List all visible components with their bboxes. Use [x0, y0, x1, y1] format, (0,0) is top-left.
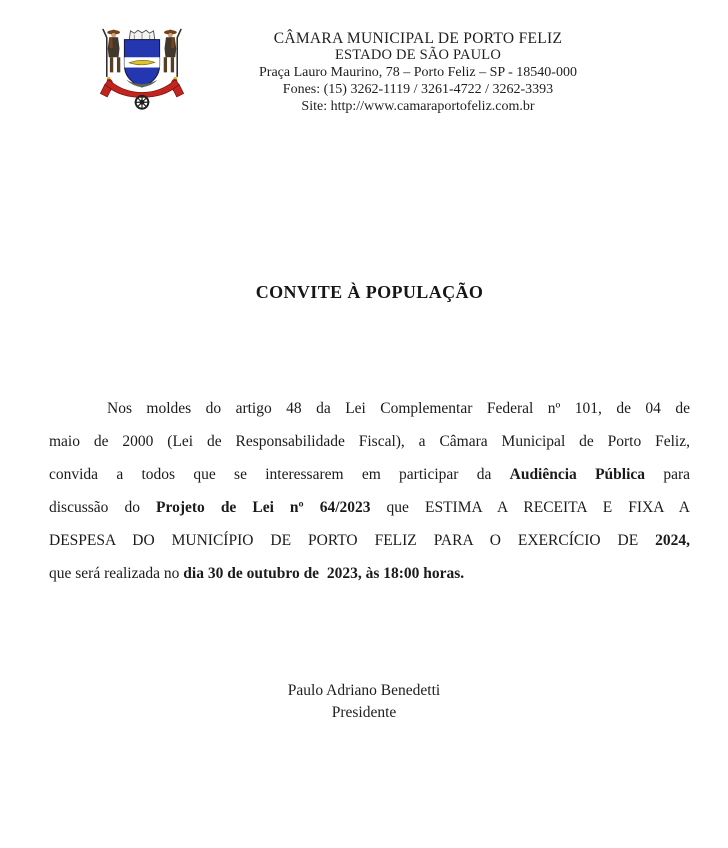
body-line [49, 557, 690, 590]
org-phones: Fones: (15) 3262-1119 / 3261-4722 / 3262-3393 [282, 82, 554, 97]
letterhead [110, 30, 726, 115]
page-title: CONVITE À POPULAÇÃO [255, 282, 484, 302]
body-text: DESPESA DO MUNICÍPIO DE PORTO FELIZ PARA O EXERCÍCIO DE [49, 532, 656, 549]
org-address: Praça Lauro Maurino, 78 – Porto Feliz – SP - 18540-000 [259, 65, 577, 80]
body-line [49, 524, 690, 557]
body-text: para [645, 466, 690, 483]
body-text-bold: 2024, [655, 532, 690, 549]
body-text-bold: Projeto de Lei nº 64/2023 [156, 499, 371, 516]
body-line [49, 425, 690, 458]
body-paragraph [49, 392, 690, 590]
body-line [49, 458, 690, 491]
body-text: convida a todos que se interessarem em participar da [49, 466, 510, 483]
signature-block [0, 680, 728, 724]
org-name: CÂMARA MUNICIPAL DE PORTO FELIZ [273, 30, 563, 47]
body-text: discussão do [49, 499, 156, 516]
body-line [49, 392, 690, 425]
body-text: que será realizada no [49, 565, 184, 582]
body-text-bold: dia 30 de outubro de 2023, às 18:00 horas. [183, 565, 465, 582]
org-state: ESTADO DE SÃO PAULO [334, 47, 502, 63]
body-line [49, 491, 690, 524]
body-text: maio de 2000 (Lei de Responsabilidade Fiscal), a Câmara Municipal de Porto Feliz, [49, 433, 690, 450]
org-site: Site: http://www.camaraportofeliz.com.br [301, 99, 535, 114]
body-text: Nos moldes do artigo 48 da Lei Complementar Federal nº 101, de 04 de [107, 400, 690, 417]
body-text-bold: Audiência Pública [509, 466, 646, 483]
body-text: que ESTIMA A RECEITA E FIXA A [370, 499, 690, 516]
signature-name: Paulo Adriano Benedetti [287, 682, 441, 699]
signature-role: Presidente [331, 704, 397, 721]
